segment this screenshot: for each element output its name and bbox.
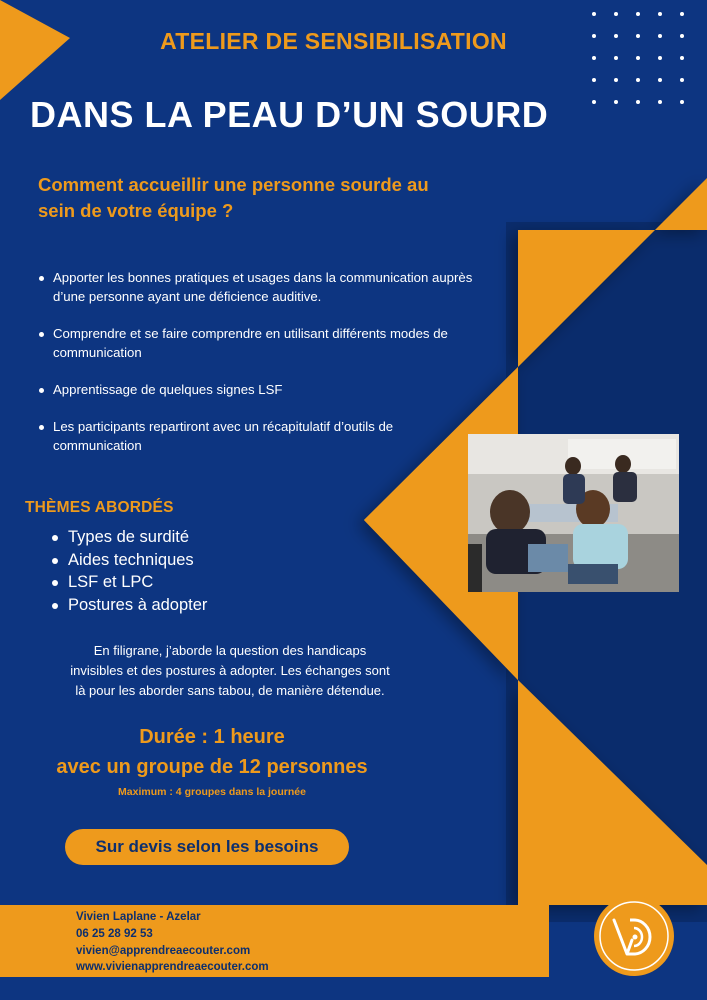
contact-name: Vivien Laplane - Azelar (76, 911, 201, 923)
theme-item (52, 526, 207, 549)
contact-block (76, 909, 269, 976)
theme-text: LSF et LPC (68, 573, 154, 591)
workshop-subtitle: ATELIER DE SENSIBILISATION (160, 28, 507, 54)
objectives-list (38, 268, 478, 473)
bullet-icon (39, 276, 44, 281)
filigrane-text: En filigrane, j’aborde la question des handicaps invisibles et des postures à adopter. Les échanges sont là pour les aborder sans tabou, de manière détendue. (70, 643, 390, 698)
themes-list (52, 526, 207, 616)
bullet-icon (39, 332, 44, 337)
contact-email[interactable]: vivien@apprendreaecouter.com (76, 944, 251, 957)
max-groups-text: Maximum : 4 groupes dans la journée (118, 786, 306, 798)
theme-text: Aides techniques (68, 550, 194, 569)
theme-item (52, 549, 207, 572)
objective-text: Apprentissage de quelques signes LSF (53, 382, 283, 397)
duration-text: Durée : 1 heure (139, 726, 285, 748)
page-title: DANS LA PEAU D’UN SOURD (30, 94, 549, 135)
group-size-text: avec un groupe de 12 personnes (56, 756, 368, 778)
bullet-icon (52, 535, 58, 541)
bullet-icon (39, 388, 44, 393)
quote-button[interactable]: Sur devis selon les besoins (65, 829, 349, 865)
objective-item (38, 324, 478, 362)
contact-phone[interactable]: 06 25 28 92 53 (76, 927, 153, 940)
objective-item (38, 380, 478, 399)
objective-text: Apporter les bonnes pratiques et usages dans la communication auprès d’une personne ayant une déficience auditive. (53, 270, 473, 304)
objective-text: Comprendre et se faire comprendre en utilisant différents modes de communication (53, 326, 448, 360)
objective-text: Les participants repartiront avec un récapitulatif d’outils de communication (53, 419, 394, 453)
bullet-icon (39, 425, 44, 430)
dot-grid-decoration (592, 12, 700, 112)
objective-item (38, 268, 478, 306)
theme-text: Types de surdité (68, 528, 190, 546)
objective-item (38, 417, 478, 455)
contact-website[interactable]: www.vivienapprendreaecouter.com (76, 961, 269, 974)
themes-heading: THÈMES ABORDÉS (25, 499, 174, 516)
workshop-photo (468, 434, 679, 592)
theme-item (52, 571, 207, 594)
key-question: Comment accueillir une personne sourde au sein de votre équipe ? (38, 174, 429, 221)
theme-text: Postures à adopter (68, 595, 208, 614)
theme-item (52, 594, 207, 617)
vd-logo-icon (594, 896, 674, 976)
bullet-icon (52, 580, 58, 586)
bullet-icon (52, 558, 58, 564)
bullet-icon (52, 603, 58, 609)
